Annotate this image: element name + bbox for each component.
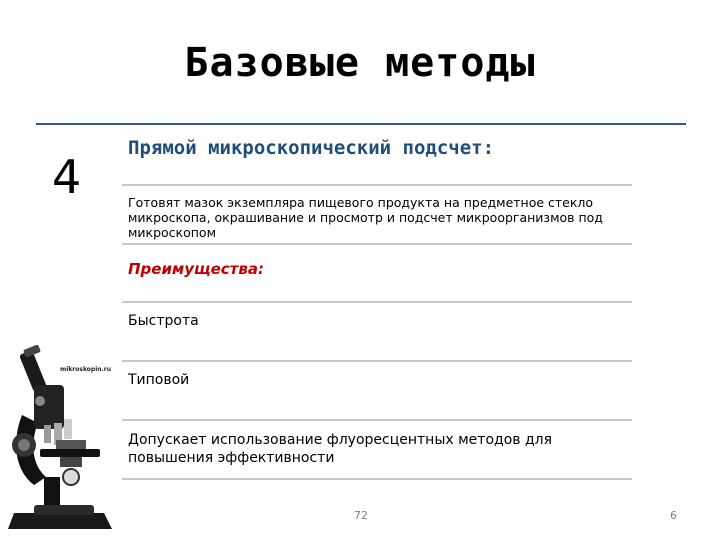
page-number: 72: [354, 509, 368, 522]
microscope-icon: [4, 345, 122, 535]
section-number: 4: [52, 150, 82, 204]
title-divider: [36, 123, 686, 125]
method-description: Готовят мазок экземпляра пищевого продукта на предметное стекло микроскопа, окрашивание и просмотр и подсчет микроорганизмов под микроскопом: [128, 195, 603, 240]
row-divider: [122, 478, 632, 480]
row-divider: [122, 360, 632, 362]
row-divider: [122, 184, 632, 186]
advantage-item: Типовой: [128, 372, 190, 388]
image-caption: mikroskopin.ru: [60, 366, 112, 373]
advantage-item: Допускает использование флуоресцентных методов для повышения эффективности: [128, 432, 553, 466]
slide-index: 6: [670, 509, 677, 522]
row-divider: [122, 419, 632, 421]
row-divider: [122, 243, 632, 245]
slide-title: Базовые методы: [184, 40, 536, 86]
method-heading: Прямой микроскопический подсчет:: [128, 137, 495, 159]
row-divider: [122, 301, 632, 303]
advantage-item: Быстрота: [128, 313, 199, 329]
advantages-label: Преимущества:: [128, 260, 264, 278]
